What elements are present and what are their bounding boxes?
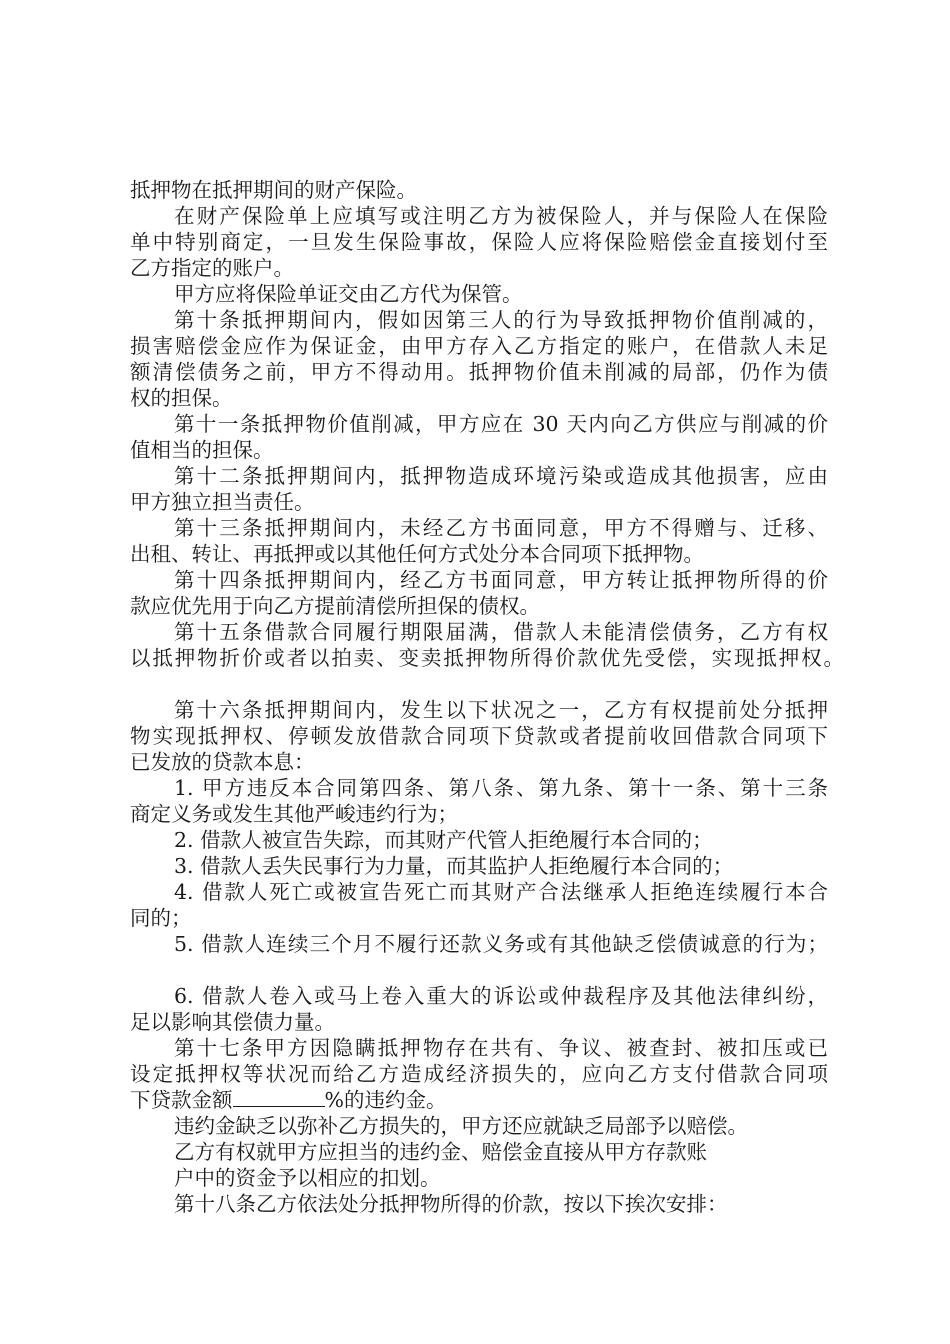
clause-15-line: 第十五条借款合同履行期限届满，借款人未能清偿债务，乙方有权 (174, 620, 828, 644)
clause-10-line: 第十条抵押期间内，假如因第三人的行为导致抵押物价值削减的， (174, 308, 828, 332)
clause-11-line: 第十一条抵押物价值削减，甲方应在 30 天内向乙方供应与削减的价 (174, 412, 828, 436)
list-item-4: 4. 借款人死亡或被宣告死亡而其财产合法继承人拒绝连续履行本合 (174, 880, 828, 904)
paragraph-line: 乙方指定的账户。 (130, 256, 294, 280)
clause-15-line: 以抵押物折价或者以拍卖、变卖抵押物所得价款优先受偿，实现抵押权。 (130, 646, 844, 670)
clause-11-line: 值相当的担保。 (130, 438, 274, 462)
clause-16-line: 物实现抵押权、停顿发放借款合同项下贷款或者提前收回借款合同项下 (130, 724, 828, 748)
clause-14-line: 第十四条抵押期间内，经乙方书面同意，甲方转让抵押物所得的价 (174, 568, 828, 592)
clause-12-line: 甲方独立担当责任。 (130, 490, 315, 514)
clause-13-line: 出租、转让、再抵押或以其他任何方式处分本合同项下抵押物。 (130, 542, 704, 566)
list-item-4: 同的； (130, 906, 192, 930)
clause-17-line (130, 1087, 446, 1113)
paragraph-line: 单中特别商定，一旦发生保险事故，保险人应将保险赔偿金直接划付至 (130, 230, 828, 254)
clause-16-line: 第十六条抵押期间内，发生以下状况之一，乙方有权提前处分抵押 (174, 698, 828, 722)
paragraph-line: 在财产保险单上应填写或注明乙方为被保险人，并与保险人在保险 (174, 204, 828, 228)
list-item-6: 足以影响其偿债力量。 (130, 1010, 335, 1034)
list-item-3: 3. 借款人丢失民事行为力量，而其监护人拒绝履行本合同的； (174, 854, 734, 878)
list-item-5: 5. 借款人连续三个月不履行还款义务或有其他缺乏偿债诚意的行为； (174, 932, 828, 956)
paragraph-line: 乙方有权就甲方应担当的违约金、赔偿金直接从甲方存款账 (174, 1140, 707, 1164)
list-item-6: 6. 借款人卷入或马上卷入重大的诉讼或仲裁程序及其他法律纠纷， (174, 984, 828, 1008)
clause-14-line: 款应优先用于向乙方提前清偿所担保的债权。 (130, 594, 540, 618)
penalty-percent-blank (233, 1088, 325, 1107)
clause-18-line: 第十八条乙方依法处分抵押物所得的价款，按以下挨次安排： (174, 1192, 728, 1216)
list-item-2: 2. 借款人被宣告失踪，而其财产代管人拒绝履行本合同的； (174, 828, 713, 852)
clause-17-line: 第十七条甲方因隐瞒抵押物存在共有、争议、被查封、被扣压或已 (174, 1036, 828, 1060)
paragraph-line: 户中的资金予以相应的扣划。 (174, 1166, 441, 1190)
clause-10-line: 损害赔偿金应作为保证金，由甲方存入乙方指定的账户，在借款人未足 (130, 334, 828, 358)
clause-10-line: 权的担保。 (130, 386, 233, 410)
clause-12-line: 第十二条抵押期间内，抵押物造成环境污染或造成其他损害，应由 (174, 464, 828, 488)
list-item-1: 商定义务或发生其他严峻违约行为； (130, 802, 458, 826)
paragraph-line: 甲方应将保险单证交由乙方代为保管。 (174, 282, 523, 306)
paragraph-line: 抵押物在抵押期间的财产保险。 (130, 178, 417, 202)
clause-17-text: %的违约金。 (324, 1088, 447, 1112)
clause-13-line: 第十三条抵押期间内，未经乙方书面同意，甲方不得赠与、迁移、 (174, 516, 828, 540)
clause-10-line: 额清偿债务之前，甲方不得动用。抵押物价值未削减的局部，仍作为债 (130, 360, 828, 384)
clause-17-line: 设定抵押权等状况而给乙方造成经济损失的，应向乙方支付借款合同项 (130, 1062, 828, 1086)
paragraph-line: 违约金缺乏以弥补乙方损失的，甲方还应就缺乏局部予以赔偿。 (174, 1114, 748, 1138)
clause-16-line: 已发放的贷款本息： (130, 750, 315, 774)
list-item-1: 1. 甲方违反本合同第四条、第八条、第九条、第十一条、第十三条 (174, 776, 828, 800)
clause-17-text: 下贷款金额 (130, 1088, 233, 1112)
